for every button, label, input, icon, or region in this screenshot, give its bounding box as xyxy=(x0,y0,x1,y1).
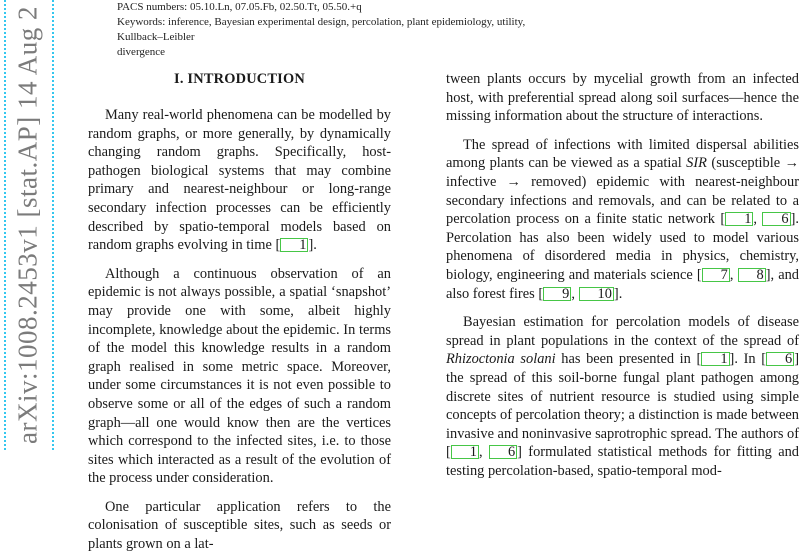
stamp-border-right xyxy=(52,0,54,450)
paper-metadata xyxy=(117,0,797,60)
left-column xyxy=(88,70,391,554)
stamp-border-left xyxy=(4,0,6,450)
citation-link[interactable]: 6 xyxy=(489,445,517,459)
citation-link[interactable]: 8 xyxy=(738,268,766,282)
paragraph: Although a continuous observation of an epidemic is not always possible, a spatial ‘snapshot’ may provide one with some, albeit highly incomplete, knowledge about the epidemic. In terms of the model this knowledge results in a random graph realised in some metric space. Moreover, under some circumstances it is not even possible to observe some or all of the edges of such a random graph—all one would know then are the vertices which correspond to the infected sites, i.e. to those sites which interacted as a result of the evolution of the process under consideration. xyxy=(88,265,391,487)
paragraph: One particular application refers to the colonisation of susceptible sites, such as seeds or plants grown on a lat- xyxy=(88,498,391,553)
citation-link[interactable]: 10 xyxy=(579,287,614,301)
citation-link[interactable]: 6 xyxy=(766,352,794,366)
pacs-numbers: PACS numbers: 05.10.Ln, 07.05.Fb, 02.50.Tt, 05.50.+q xyxy=(117,1,362,13)
citation-link[interactable]: 1 xyxy=(451,445,479,459)
citation-link[interactable]: 1 xyxy=(725,212,753,226)
keywords-line-1: Keywords: inference, Bayesian experimental design, percolation, plant epidemiology, utility, Kullback–Leibler xyxy=(117,16,526,43)
paragraph: Many real-world phenomena can be modelled by random graphs, or more generally, by dynamically changing random graphs. Specifically, host-pathogen biological systems that may combine primary and nearest-neighbour or long-range secondary infection processes can be efficiently described by spatio-temporal models based on random graphs evolving in time [ 1 ]. xyxy=(88,107,391,254)
citation-link[interactable]: 7 xyxy=(702,268,730,282)
paragraph: The spread of infections with limited dispersal abilities among plants can be viewed as a spatial SIR (susceptible → infective → removed) epidemic with nearest-neighbour secondary infections and removals, and can be related to a percolation process on a finite static network [ 1 , 6 ]. Percolation has also been widely used to model various phenomena of disordered media in physics, chemistry, biology, engineering and materials science [ 7 , 8 ], and also forest fires [ 9 , 10 ]. xyxy=(446,136,799,302)
citation-link[interactable]: 1 xyxy=(701,352,729,366)
section-heading: I. INTRODUCTION xyxy=(174,71,305,87)
citation-link[interactable]: 6 xyxy=(762,212,790,226)
citation-link[interactable]: 9 xyxy=(543,287,571,301)
paragraph: tween plants occurs by mycelial growth from an infected host, with preferential spread along soil surfaces—hence the missing information about the structure of interactions. xyxy=(446,71,799,125)
right-column xyxy=(446,70,799,480)
citation-link[interactable]: 1 xyxy=(280,238,308,252)
paragraph: Bayesian estimation for percolation models of disease spread in plant populations in the context of the spread of Rhizoctonia solani has been presented in [ 1 ]. In [ 6 ] the spread of this soil-borne fungal plant pathogen among discrete sites of nutrient resource is studied using simple concepts of percolation theory; a distinction is made between invasive and noninvasive saprotrophic spread. The authors of [ 1 , 6 ] formulated statistical methods for fitting and testing percolation-based, spatio-temporal mod- xyxy=(446,314,800,479)
keywords-line-2: divergence xyxy=(117,46,166,58)
arxiv-identifier[interactable]: arXiv:1008.2453v1 [stat.AP] 14 Aug 2 xyxy=(12,6,43,444)
